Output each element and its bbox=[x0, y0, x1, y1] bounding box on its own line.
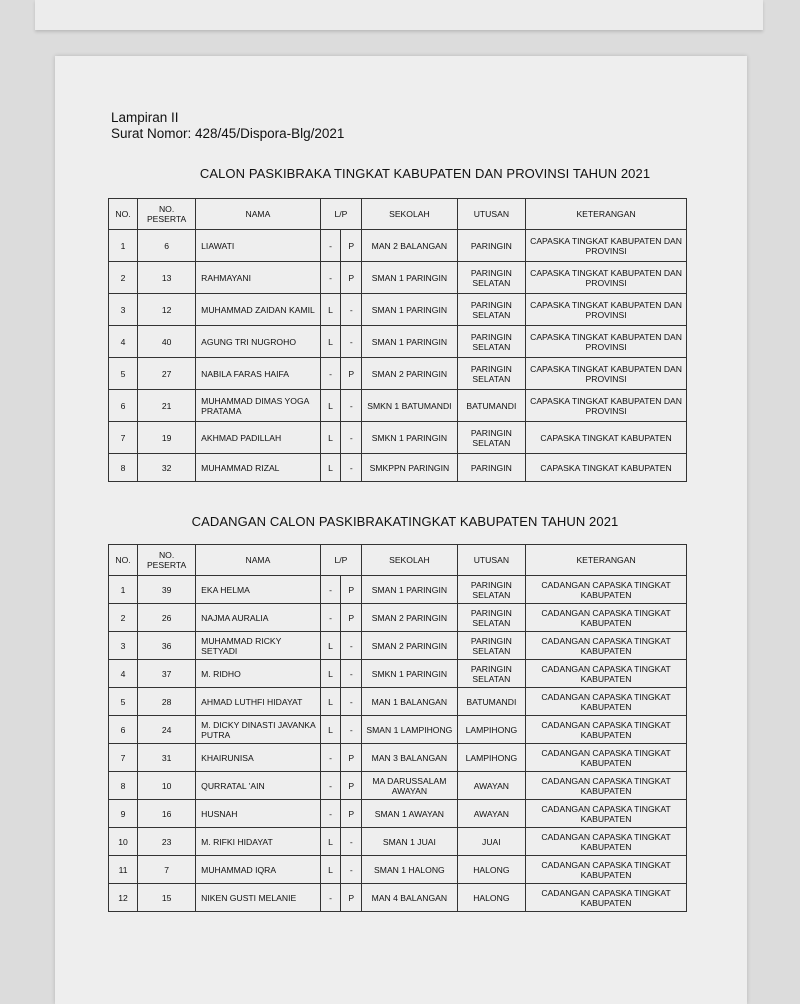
cell-nama: M. RIDHO bbox=[196, 660, 321, 688]
table-row bbox=[109, 262, 687, 294]
cell-nama: KHAIRUNISA bbox=[196, 744, 321, 772]
table-row bbox=[109, 688, 687, 716]
cell-l: L bbox=[320, 828, 341, 856]
cell-l: L bbox=[320, 326, 341, 358]
cell-peserta: 24 bbox=[138, 716, 196, 744]
col-header-keterangan: KETERANGAN bbox=[526, 199, 687, 230]
cell-keterangan: CADANGAN CAPASKA TINGKAT KABUPATEN bbox=[526, 884, 687, 912]
cell-keterangan: CADANGAN CAPASKA TINGKAT KABUPATEN bbox=[526, 660, 687, 688]
col-header-sekolah: SEKOLAH bbox=[362, 199, 457, 230]
cell-keterangan: CAPASKA TINGKAT KABUPATEN DAN PROVINSI bbox=[526, 262, 687, 294]
cell-sekolah: SMKN 1 BATUMANDI bbox=[362, 390, 457, 422]
col-header-peserta: NO. PESERTA bbox=[138, 545, 196, 576]
table-row bbox=[109, 294, 687, 326]
cell-l: - bbox=[320, 884, 341, 912]
cell-keterangan: CADANGAN CAPASKA TINGKAT KABUPATEN bbox=[526, 800, 687, 828]
col-header-lp: L/P bbox=[320, 545, 362, 576]
cell-sekolah: SMAN 1 PARINGIN bbox=[362, 262, 457, 294]
cell-l: L bbox=[320, 856, 341, 884]
cell-l: - bbox=[320, 576, 341, 604]
cell-utusan: PARINGIN bbox=[457, 454, 525, 482]
cell-p: - bbox=[341, 660, 362, 688]
cell-peserta: 12 bbox=[138, 294, 196, 326]
table-row bbox=[109, 772, 687, 800]
cell-l: - bbox=[320, 604, 341, 632]
cell-p: - bbox=[341, 856, 362, 884]
cell-utusan: LAMPIHONG bbox=[457, 744, 525, 772]
cell-nama: AHMAD LUTHFI HIDAYAT bbox=[196, 688, 321, 716]
cell-no: 10 bbox=[109, 828, 138, 856]
table-row bbox=[109, 800, 687, 828]
cell-p: P bbox=[341, 772, 362, 800]
cell-peserta: 6 bbox=[138, 230, 196, 262]
cell-sekolah: SMKPPN PARINGIN bbox=[362, 454, 457, 482]
col-header-lp: L/P bbox=[320, 199, 362, 230]
cell-no: 9 bbox=[109, 800, 138, 828]
cell-utusan: HALONG bbox=[457, 884, 525, 912]
cell-p: - bbox=[341, 828, 362, 856]
cell-l: L bbox=[320, 716, 341, 744]
cell-utusan: PARINGIN SELATAN bbox=[457, 632, 525, 660]
cell-peserta: 23 bbox=[138, 828, 196, 856]
table-row bbox=[109, 884, 687, 912]
cell-sekolah: SMAN 2 PARINGIN bbox=[362, 632, 457, 660]
cell-peserta: 37 bbox=[138, 660, 196, 688]
cell-no: 8 bbox=[109, 454, 138, 482]
cell-nama: NAJMA AURALIA bbox=[196, 604, 321, 632]
cell-p: P bbox=[341, 358, 362, 390]
cell-keterangan: CADANGAN CAPASKA TINGKAT KABUPATEN bbox=[526, 632, 687, 660]
table-row bbox=[109, 454, 687, 482]
table-row bbox=[109, 230, 687, 262]
table-candidates bbox=[108, 198, 687, 482]
table-header-row bbox=[109, 199, 687, 230]
table-reserves bbox=[108, 544, 687, 912]
cell-utusan: PARINGIN SELATAN bbox=[457, 604, 525, 632]
cell-sekolah: MAN 1 BALANGAN bbox=[362, 688, 457, 716]
cell-nama: M. DICKY DINASTI JAVANKA PUTRA bbox=[196, 716, 321, 744]
cell-p: - bbox=[341, 688, 362, 716]
cell-peserta: 40 bbox=[138, 326, 196, 358]
cell-no: 7 bbox=[109, 422, 138, 454]
cell-no: 3 bbox=[109, 294, 138, 326]
cell-utusan: AWAYAN bbox=[457, 800, 525, 828]
col-header-keterangan: KETERANGAN bbox=[526, 545, 687, 576]
cell-l: L bbox=[320, 660, 341, 688]
table-row bbox=[109, 632, 687, 660]
table-row bbox=[109, 576, 687, 604]
cell-keterangan: CADANGAN CAPASKA TINGKAT KABUPATEN bbox=[526, 604, 687, 632]
cell-sekolah: SMKN 1 PARINGIN bbox=[362, 422, 457, 454]
cell-no: 6 bbox=[109, 390, 138, 422]
table-header-row bbox=[109, 545, 687, 576]
cell-l: L bbox=[320, 294, 341, 326]
document-page bbox=[55, 56, 747, 1004]
cell-utusan: PARINGIN SELATAN bbox=[457, 358, 525, 390]
table-row bbox=[109, 358, 687, 390]
cell-utusan: BATUMANDI bbox=[457, 390, 525, 422]
cell-utusan: PARINGIN SELATAN bbox=[457, 660, 525, 688]
cell-peserta: 31 bbox=[138, 744, 196, 772]
cell-l: L bbox=[320, 422, 341, 454]
cell-l: - bbox=[320, 800, 341, 828]
cell-keterangan: CAPASKA TINGKAT KABUPATEN bbox=[526, 454, 687, 482]
cell-sekolah: SMAN 1 AWAYAN bbox=[362, 800, 457, 828]
cell-p: - bbox=[341, 294, 362, 326]
letter-number: Surat Nomor: 428/45/Dispora-Blg/2021 bbox=[111, 126, 345, 141]
attachment-label: Lampiran II bbox=[111, 110, 179, 125]
cell-no: 2 bbox=[109, 262, 138, 294]
cell-no: 1 bbox=[109, 230, 138, 262]
cell-no: 5 bbox=[109, 358, 138, 390]
cell-l: L bbox=[320, 390, 341, 422]
cell-p: P bbox=[341, 576, 362, 604]
cell-no: 8 bbox=[109, 772, 138, 800]
cell-utusan: AWAYAN bbox=[457, 772, 525, 800]
table-row bbox=[109, 744, 687, 772]
cell-sekolah: MAN 3 BALANGAN bbox=[362, 744, 457, 772]
cell-utusan: LAMPIHONG bbox=[457, 716, 525, 744]
cell-peserta: 32 bbox=[138, 454, 196, 482]
cell-no: 2 bbox=[109, 604, 138, 632]
cell-utusan: PARINGIN SELATAN bbox=[457, 576, 525, 604]
cell-keterangan: CADANGAN CAPASKA TINGKAT KABUPATEN bbox=[526, 576, 687, 604]
cell-l: - bbox=[320, 772, 341, 800]
cell-p: P bbox=[341, 800, 362, 828]
cell-keterangan: CADANGAN CAPASKA TINGKAT KABUPATEN bbox=[526, 688, 687, 716]
table-row bbox=[109, 390, 687, 422]
cell-keterangan: CADANGAN CAPASKA TINGKAT KABUPATEN bbox=[526, 744, 687, 772]
cell-peserta: 15 bbox=[138, 884, 196, 912]
cell-no: 1 bbox=[109, 576, 138, 604]
cell-sekolah: SMAN 1 JUAI bbox=[362, 828, 457, 856]
cell-utusan: PARINGIN SELATAN bbox=[457, 422, 525, 454]
cell-nama: EKA HELMA bbox=[196, 576, 321, 604]
cell-keterangan: CADANGAN CAPASKA TINGKAT KABUPATEN bbox=[526, 828, 687, 856]
col-header-no: NO. bbox=[109, 199, 138, 230]
cell-p: - bbox=[341, 326, 362, 358]
cell-sekolah: SMAN 1 PARINGIN bbox=[362, 326, 457, 358]
cell-no: 7 bbox=[109, 744, 138, 772]
cell-no: 4 bbox=[109, 660, 138, 688]
cell-nama: MUHAMMAD ZAIDAN KAMIL bbox=[196, 294, 321, 326]
cell-utusan: JUAI bbox=[457, 828, 525, 856]
cell-sekolah: SMAN 1 PARINGIN bbox=[362, 294, 457, 326]
cell-peserta: 7 bbox=[138, 856, 196, 884]
cell-peserta: 10 bbox=[138, 772, 196, 800]
cell-sekolah: SMAN 1 LAMPIHONG bbox=[362, 716, 457, 744]
cell-utusan: HALONG bbox=[457, 856, 525, 884]
cell-nama: NABILA FARAS HAIFA bbox=[196, 358, 321, 390]
cell-sekolah: SMAN 1 HALONG bbox=[362, 856, 457, 884]
cell-sekolah: SMKN 1 PARINGIN bbox=[362, 660, 457, 688]
cell-nama: MUHAMMAD IQRA bbox=[196, 856, 321, 884]
cell-p: P bbox=[341, 262, 362, 294]
previous-page-edge bbox=[35, 0, 763, 30]
cell-p: - bbox=[341, 716, 362, 744]
cell-nama: LIAWATI bbox=[196, 230, 321, 262]
cell-sekolah: SMAN 2 PARINGIN bbox=[362, 358, 457, 390]
cell-utusan: PARINGIN SELATAN bbox=[457, 326, 525, 358]
cell-keterangan: CADANGAN CAPASKA TINGKAT KABUPATEN bbox=[526, 716, 687, 744]
cell-keterangan: CADANGAN CAPASKA TINGKAT KABUPATEN bbox=[526, 772, 687, 800]
cell-sekolah: MAN 2 BALANGAN bbox=[362, 230, 457, 262]
col-header-nama: NAMA bbox=[196, 545, 321, 576]
cell-keterangan: CAPASKA TINGKAT KABUPATEN DAN PROVINSI bbox=[526, 326, 687, 358]
cell-no: 12 bbox=[109, 884, 138, 912]
table-row bbox=[109, 422, 687, 454]
cell-p: - bbox=[341, 454, 362, 482]
cell-sekolah: SMAN 1 PARINGIN bbox=[362, 576, 457, 604]
table2-title: CADANGAN CALON PASKIBRAKATINGKAT KABUPATEN TAHUN 2021 bbox=[191, 514, 619, 529]
cell-keterangan: CADANGAN CAPASKA TINGKAT KABUPATEN bbox=[526, 856, 687, 884]
cell-peserta: 27 bbox=[138, 358, 196, 390]
cell-nama: M. RIFKI HIDAYAT bbox=[196, 828, 321, 856]
cell-keterangan: CAPASKA TINGKAT KABUPATEN DAN PROVINSI bbox=[526, 294, 687, 326]
col-header-peserta: NO. PESERTA bbox=[138, 199, 196, 230]
cell-p: P bbox=[341, 744, 362, 772]
cell-utusan: BATUMANDI bbox=[457, 688, 525, 716]
cell-nama: NIKEN GUSTI MELANIE bbox=[196, 884, 321, 912]
cell-utusan: PARINGIN SELATAN bbox=[457, 262, 525, 294]
cell-peserta: 39 bbox=[138, 576, 196, 604]
cell-no: 3 bbox=[109, 632, 138, 660]
cell-peserta: 13 bbox=[138, 262, 196, 294]
cell-utusan: PARINGIN SELATAN bbox=[457, 294, 525, 326]
cell-p: - bbox=[341, 390, 362, 422]
table-row bbox=[109, 856, 687, 884]
col-header-no: NO. bbox=[109, 545, 138, 576]
cell-no: 6 bbox=[109, 716, 138, 744]
cell-l: - bbox=[320, 358, 341, 390]
cell-p: - bbox=[341, 422, 362, 454]
cell-keterangan: CAPASKA TINGKAT KABUPATEN DAN PROVINSI bbox=[526, 230, 687, 262]
table-row bbox=[109, 716, 687, 744]
cell-sekolah: SMAN 2 PARINGIN bbox=[362, 604, 457, 632]
cell-sekolah: MA DARUSSALAM AWAYAN bbox=[362, 772, 457, 800]
cell-nama: QURRATAL 'AIN bbox=[196, 772, 321, 800]
table2-body bbox=[109, 545, 687, 912]
cell-nama: MUHAMMAD RICKY SETYADI bbox=[196, 632, 321, 660]
cell-sekolah: MAN 4 BALANGAN bbox=[362, 884, 457, 912]
cell-p: P bbox=[341, 884, 362, 912]
cell-nama: AGUNG TRI NUGROHO bbox=[196, 326, 321, 358]
cell-p: P bbox=[341, 230, 362, 262]
table1-title: CALON PASKIBRAKA TINGKAT KABUPATEN DAN PROVINSI TAHUN 2021 bbox=[199, 166, 651, 181]
cell-peserta: 26 bbox=[138, 604, 196, 632]
table-row bbox=[109, 604, 687, 632]
cell-keterangan: CAPASKA TINGKAT KABUPATEN DAN PROVINSI bbox=[526, 390, 687, 422]
cell-peserta: 21 bbox=[138, 390, 196, 422]
table1-body bbox=[109, 199, 687, 482]
cell-nama: AKHMAD PADILLAH bbox=[196, 422, 321, 454]
table-row bbox=[109, 828, 687, 856]
cell-no: 4 bbox=[109, 326, 138, 358]
cell-nama: MUHAMMAD RIZAL bbox=[196, 454, 321, 482]
cell-p: P bbox=[341, 604, 362, 632]
cell-l: L bbox=[320, 688, 341, 716]
col-header-nama: NAMA bbox=[196, 199, 321, 230]
cell-peserta: 16 bbox=[138, 800, 196, 828]
cell-l: L bbox=[320, 454, 341, 482]
cell-l: L bbox=[320, 632, 341, 660]
cell-peserta: 19 bbox=[138, 422, 196, 454]
table-row bbox=[109, 326, 687, 358]
col-header-sekolah: SEKOLAH bbox=[362, 545, 457, 576]
cell-utusan: PARINGIN bbox=[457, 230, 525, 262]
table-row bbox=[109, 660, 687, 688]
cell-keterangan: CAPASKA TINGKAT KABUPATEN DAN PROVINSI bbox=[526, 358, 687, 390]
cell-peserta: 36 bbox=[138, 632, 196, 660]
cell-l: - bbox=[320, 262, 341, 294]
cell-no: 11 bbox=[109, 856, 138, 884]
cell-p: - bbox=[341, 632, 362, 660]
cell-l: - bbox=[320, 230, 341, 262]
col-header-utusan: UTUSAN bbox=[457, 199, 525, 230]
cell-nama: RAHMAYANI bbox=[196, 262, 321, 294]
cell-nama: MUHAMMAD DIMAS YOGA PRATAMA bbox=[196, 390, 321, 422]
cell-keterangan: CAPASKA TINGKAT KABUPATEN bbox=[526, 422, 687, 454]
letter-header bbox=[111, 110, 344, 142]
cell-no: 5 bbox=[109, 688, 138, 716]
cell-nama: HUSNAH bbox=[196, 800, 321, 828]
col-header-utusan: UTUSAN bbox=[457, 545, 525, 576]
cell-l: - bbox=[320, 744, 341, 772]
cell-peserta: 28 bbox=[138, 688, 196, 716]
